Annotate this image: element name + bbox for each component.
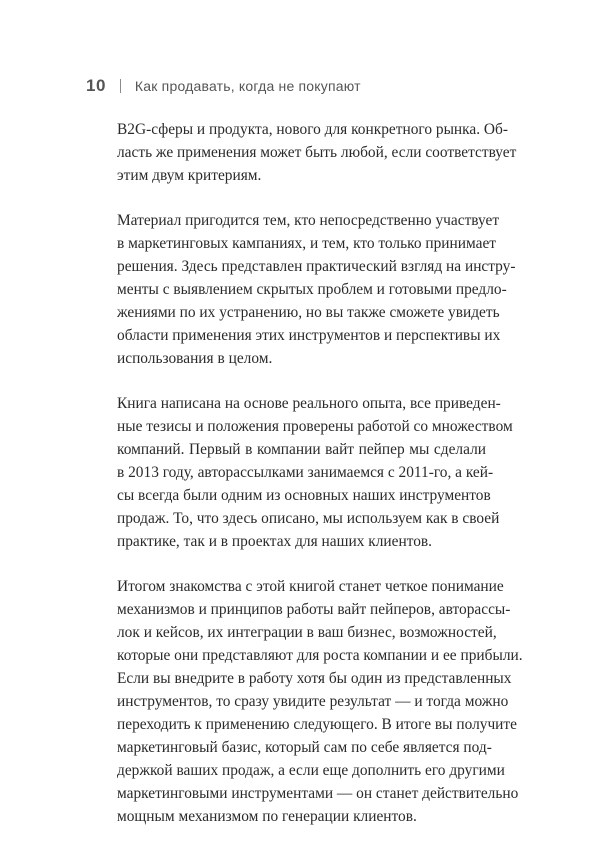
paragraph-4	[117, 575, 523, 828]
text-line: держкой ваших продаж, а если еще дополнить его другими	[117, 762, 505, 779]
text-line: лок и кейсов, их интеграции в ваш бизнес, возможностей,	[117, 624, 497, 641]
running-head	[86, 76, 361, 96]
text-line: в 2013 году, авторассылками занимаемся с 2011-го, а кей-	[117, 464, 494, 481]
text-line: ные тезисы и положения проверены работой со множеством	[117, 418, 513, 435]
text-line: решения. Здесь представлен практический взгляд на инстру-	[117, 258, 516, 275]
body-text	[117, 118, 523, 850]
text-line: переходить к применению следующего. В итоге вы получите	[117, 716, 517, 733]
header-divider	[120, 79, 121, 93]
text-line: Итогом знакомства с этой книгой станет четкое понимание	[117, 578, 504, 595]
text-line: маркетинговыми инструментами — он станет действительно	[117, 785, 519, 802]
text-line: Материал пригодится тем, кто непосредственно участвует	[117, 212, 500, 229]
paragraph-2	[117, 209, 516, 370]
text-line: ласть же применения может быть любой, если соответствует	[117, 144, 517, 161]
text-line: компаний. Первый в компании вайт пейпер мы сделали	[117, 441, 486, 458]
text-line: инструментов, то сразу увидите результат — и тогда можно	[117, 693, 509, 710]
book-title: Как продавать, когда не покупают	[134, 78, 361, 94]
text-line: механизмов и принципов работы вайт пейперов, авторассы-	[117, 601, 511, 618]
text-line: сы всегда были одним из основных наших инструментов	[117, 487, 491, 504]
text-line: менты с выявлением скрытых проблем и готовыми предло-	[117, 281, 507, 298]
text-line: мощным механизмом по генерации клиентов.	[117, 808, 417, 825]
text-line: Книга написана на основе реального опыта, все приведен-	[117, 395, 501, 412]
text-line: практике, так и в проектах для наших клиентов.	[117, 533, 433, 550]
paragraph-3	[117, 392, 513, 553]
text-line: которые они представляют для роста компании и ее прибыли.	[117, 647, 523, 664]
text-line: маркетинговый базис, который сам по себе является под-	[117, 739, 492, 756]
paragraph-1	[117, 118, 517, 187]
text-line: этим двум критериям.	[117, 167, 262, 184]
page-number: 10	[86, 76, 106, 95]
text-line: использования в целом.	[117, 350, 273, 367]
text-line: B2G-сферы и продукта, нового для конкретного рынка. Об-	[117, 121, 508, 138]
text-line: жениями по их устранению, но вы также сможете увидеть	[117, 304, 500, 321]
text-line: продаж. То, что здесь описано, мы используем как в своей	[117, 510, 500, 527]
text-line: в маркетинговых кампаниях, и тем, кто только принимает	[117, 235, 497, 252]
text-line: Если вы внедрите в работу хотя бы один из представленных	[117, 670, 512, 687]
text-line: области применения этих инструментов и перспективы их	[117, 327, 501, 344]
